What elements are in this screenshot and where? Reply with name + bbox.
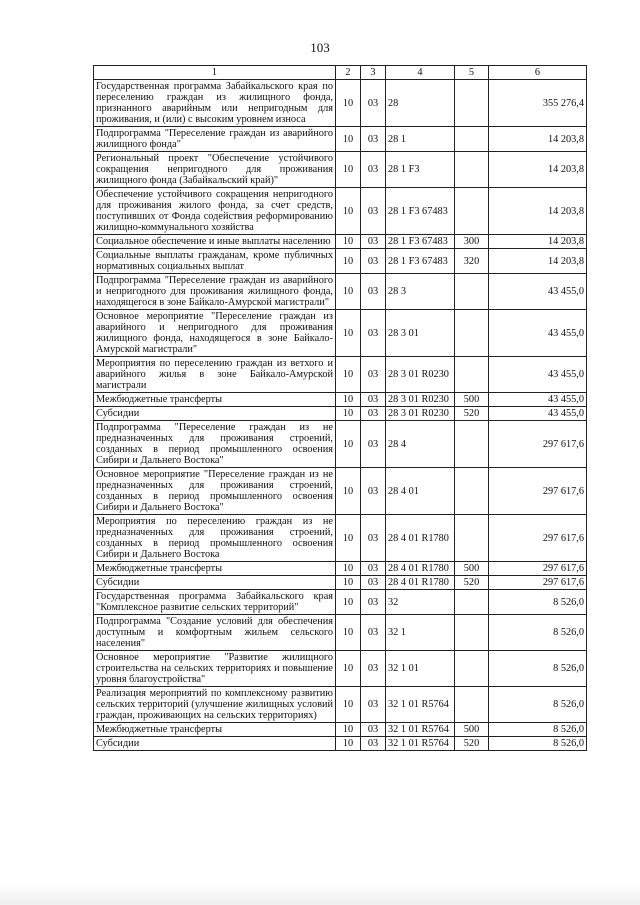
table-row [94, 310, 587, 357]
table-row [94, 576, 587, 590]
row-name: Субсидии [94, 737, 336, 751]
table-row [94, 407, 587, 421]
row-subsection: 03 [361, 687, 386, 723]
row-subsection: 03 [361, 188, 386, 235]
row-amount: 14 203,8 [489, 249, 587, 274]
row-name: Субсидии [94, 576, 336, 590]
table-row [94, 687, 587, 723]
row-expense-type [455, 310, 489, 357]
row-section: 10 [336, 188, 361, 235]
row-name: Основное мероприятие "Развитие жилищного строительства на сельских территориях и повышение уровня благоустройства" [94, 651, 336, 687]
row-amount: 8 526,0 [489, 651, 587, 687]
row-section: 10 [336, 310, 361, 357]
row-amount: 8 526,0 [489, 615, 587, 651]
row-subsection: 03 [361, 421, 386, 468]
row-expense-type: 500 [455, 393, 489, 407]
row-expense-type [455, 515, 489, 562]
table-row [94, 651, 587, 687]
table-row [94, 590, 587, 615]
row-expense-type [455, 80, 489, 127]
table-row [94, 274, 587, 310]
row-target-code: 28 4 01 R1780 [386, 562, 455, 576]
row-subsection: 03 [361, 562, 386, 576]
row-subsection: 03 [361, 393, 386, 407]
row-subsection: 03 [361, 723, 386, 737]
table-row [94, 152, 587, 188]
row-target-code: 32 [386, 590, 455, 615]
row-name: Субсидии [94, 407, 336, 421]
row-section: 10 [336, 468, 361, 515]
row-section: 10 [336, 393, 361, 407]
row-subsection: 03 [361, 576, 386, 590]
row-section: 10 [336, 127, 361, 152]
row-subsection: 03 [361, 468, 386, 515]
table-row [94, 80, 587, 127]
table-row [94, 615, 587, 651]
row-target-code: 32 1 [386, 615, 455, 651]
row-expense-type [455, 687, 489, 723]
row-target-code: 32 1 01 [386, 651, 455, 687]
row-amount: 297 617,6 [489, 562, 587, 576]
row-subsection: 03 [361, 80, 386, 127]
row-amount: 297 617,6 [489, 421, 587, 468]
row-name: Социальное обеспечение и иные выплаты населению [94, 235, 336, 249]
row-name: Основное мероприятие "Переселение граждан из не предназначенных для проживания строений, созданных в период промышленного освоения Сибири и Дальнего Востока" [94, 468, 336, 515]
table-row [94, 737, 587, 751]
row-expense-type: 500 [455, 562, 489, 576]
row-expense-type [455, 651, 489, 687]
row-subsection: 03 [361, 310, 386, 357]
scan-bottom-edge [0, 883, 640, 905]
row-target-code: 28 3 [386, 274, 455, 310]
row-subsection: 03 [361, 249, 386, 274]
row-target-code: 28 1 F3 [386, 152, 455, 188]
row-amount: 14 203,8 [489, 235, 587, 249]
row-amount: 14 203,8 [489, 188, 587, 235]
table-row [94, 249, 587, 274]
header-col-5: 5 [455, 66, 489, 80]
row-name: Мероприятия по переселению граждан из не предназначенных для проживания строений, созданных в период промышленного освоения Сибири и Дальнего Востока [94, 515, 336, 562]
row-expense-type: 300 [455, 235, 489, 249]
row-name: Подпрограмма "Переселение граждан из не предназначенных для проживания строений, созданных в период промышленного освоения Сибири и Дальнего Востока" [94, 421, 336, 468]
row-target-code: 28 1 F3 67483 [386, 188, 455, 235]
row-target-code: 28 1 F3 67483 [386, 235, 455, 249]
page-number: 103 [310, 40, 330, 55]
row-name: Мероприятия по переселению граждан из ветхого и аварийного жилья в зоне Байкало-Амурской магистрали [94, 357, 336, 393]
table-row [94, 188, 587, 235]
row-section: 10 [336, 152, 361, 188]
row-section: 10 [336, 723, 361, 737]
row-amount: 8 526,0 [489, 723, 587, 737]
header-col-4: 4 [386, 66, 455, 80]
table-row [94, 235, 587, 249]
row-amount: 297 617,6 [489, 576, 587, 590]
row-amount: 8 526,0 [489, 590, 587, 615]
row-subsection: 03 [361, 590, 386, 615]
row-expense-type [455, 274, 489, 310]
row-target-code: 32 1 01 R5764 [386, 723, 455, 737]
row-expense-type [455, 188, 489, 235]
row-name: Подпрограмма "Создание условий для обеспечения доступным и комфортным жильем сельского населения" [94, 615, 336, 651]
row-section: 10 [336, 515, 361, 562]
table-row [94, 421, 587, 468]
table-row [94, 562, 587, 576]
row-amount: 43 455,0 [489, 393, 587, 407]
row-amount: 355 276,4 [489, 80, 587, 127]
row-name: Государственная программа Забайкальского края "Комплексное развитие сельских территорий" [94, 590, 336, 615]
row-target-code: 28 1 [386, 127, 455, 152]
row-section: 10 [336, 421, 361, 468]
row-name: Межбюджетные трансферты [94, 562, 336, 576]
row-subsection: 03 [361, 615, 386, 651]
table-row [94, 723, 587, 737]
row-amount: 43 455,0 [489, 407, 587, 421]
row-target-code: 28 3 01 R0230 [386, 393, 455, 407]
row-expense-type [455, 468, 489, 515]
row-section: 10 [336, 737, 361, 751]
row-name: Реализация мероприятий по комплексному развитию сельских территорий (улучшение жилищных условий граждан, проживающих на сельских территориях) [94, 687, 336, 723]
row-expense-type: 520 [455, 737, 489, 751]
row-subsection: 03 [361, 152, 386, 188]
row-amount: 43 455,0 [489, 310, 587, 357]
row-expense-type: 500 [455, 723, 489, 737]
row-name: Обеспечение устойчивого сокращения непригодного для проживания жилого фонда, за счет средств, поступивших от Фонда содействия реформированию жилищно-коммунального хозяйства [94, 188, 336, 235]
row-amount: 43 455,0 [489, 357, 587, 393]
row-expense-type [455, 615, 489, 651]
row-amount: 8 526,0 [489, 737, 587, 751]
row-amount: 297 617,6 [489, 515, 587, 562]
row-subsection: 03 [361, 737, 386, 751]
row-name: Основное мероприятие "Переселение граждан из аварийного и непригодного для проживания жилищного фонда, находящегося в зоне Байкало-Амурской магистрали" [94, 310, 336, 357]
row-section: 10 [336, 651, 361, 687]
row-section: 10 [336, 687, 361, 723]
row-subsection: 03 [361, 274, 386, 310]
table-row [94, 468, 587, 515]
row-target-code: 28 [386, 80, 455, 127]
row-amount: 297 617,6 [489, 468, 587, 515]
row-name: Межбюджетные трансферты [94, 723, 336, 737]
row-target-code: 28 4 01 R1780 [386, 576, 455, 590]
row-subsection: 03 [361, 235, 386, 249]
row-section: 10 [336, 80, 361, 127]
table-header-row [94, 66, 587, 80]
header-col-1: 1 [94, 66, 336, 80]
row-section: 10 [336, 562, 361, 576]
row-target-code: 28 4 01 [386, 468, 455, 515]
row-expense-type: 520 [455, 576, 489, 590]
row-section: 10 [336, 235, 361, 249]
table-row [94, 357, 587, 393]
table-row [94, 515, 587, 562]
table-row [94, 393, 587, 407]
row-amount: 43 455,0 [489, 274, 587, 310]
row-name: Государственная программа Забайкальского края по переселению граждан из жилищного фонда, признанного аварийным или непригодным для проживания, и (или) с высоким уровнем износа [94, 80, 336, 127]
row-section: 10 [336, 590, 361, 615]
header-col-2: 2 [336, 66, 361, 80]
row-target-code: 28 3 01 [386, 310, 455, 357]
row-section: 10 [336, 615, 361, 651]
table-row [94, 127, 587, 152]
row-target-code: 28 3 01 R0230 [386, 407, 455, 421]
row-target-code: 28 3 01 R0230 [386, 357, 455, 393]
row-subsection: 03 [361, 407, 386, 421]
row-expense-type [455, 152, 489, 188]
row-amount: 8 526,0 [489, 687, 587, 723]
row-subsection: 03 [361, 357, 386, 393]
row-name: Подпрограмма "Переселение граждан из аварийного жилищного фонда" [94, 127, 336, 152]
row-name: Подпрограмма "Переселение граждан из аварийного и непригодного для проживания жилищного фонда, находящегося в зоне Байкало-Амурской магистрали" [94, 274, 336, 310]
row-expense-type [455, 421, 489, 468]
row-subsection: 03 [361, 127, 386, 152]
row-section: 10 [336, 357, 361, 393]
row-name: Социальные выплаты гражданам, кроме публичных нормативных социальных выплат [94, 249, 336, 274]
row-expense-type: 520 [455, 407, 489, 421]
row-target-code: 28 4 01 R1780 [386, 515, 455, 562]
header-col-6: 6 [489, 66, 587, 80]
row-section: 10 [336, 576, 361, 590]
row-amount: 14 203,8 [489, 152, 587, 188]
budget-table [93, 65, 587, 751]
row-target-code: 28 4 [386, 421, 455, 468]
header-col-3: 3 [361, 66, 386, 80]
row-expense-type [455, 590, 489, 615]
row-section: 10 [336, 407, 361, 421]
row-section: 10 [336, 249, 361, 274]
row-target-code: 32 1 01 R5764 [386, 737, 455, 751]
row-target-code: 28 1 F3 67483 [386, 249, 455, 274]
row-subsection: 03 [361, 651, 386, 687]
row-name: Межбюджетные трансферты [94, 393, 336, 407]
row-subsection: 03 [361, 515, 386, 562]
row-expense-type [455, 357, 489, 393]
row-name: Региональный проект "Обеспечение устойчивого сокращения непригодного для проживания жилищного фонда (Забайкальский край)" [94, 152, 336, 188]
row-section: 10 [336, 274, 361, 310]
row-amount: 14 203,8 [489, 127, 587, 152]
row-expense-type: 320 [455, 249, 489, 274]
row-expense-type [455, 127, 489, 152]
row-target-code: 32 1 01 R5764 [386, 687, 455, 723]
